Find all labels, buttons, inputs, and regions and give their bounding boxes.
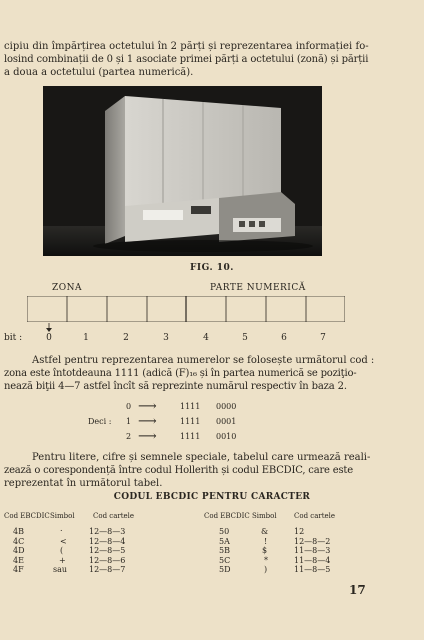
bit-number: 1 xyxy=(83,333,89,343)
bit-number: 6 xyxy=(281,333,287,343)
table-cell: sau xyxy=(53,565,68,574)
byte-diagram xyxy=(27,296,345,322)
table-cell: 5D xyxy=(219,565,231,574)
table-cell: $ xyxy=(262,546,268,555)
table-cell: & xyxy=(261,527,269,536)
right-arrow-icon: ⟶ xyxy=(138,399,157,414)
text-line: zona este întotdeauna 1111 (adică (F)₁₆ și în partea numerică se poziţio- xyxy=(4,368,357,379)
table-cell: 12—8—4 xyxy=(89,537,126,546)
bit-number: 3 xyxy=(163,333,169,343)
example-digit: 1 xyxy=(126,417,132,426)
example-label: Deci : xyxy=(88,417,112,426)
table-cell: 4D xyxy=(13,546,25,555)
numbers-paragraph xyxy=(4,354,374,393)
column-header: Cod EBCDIC xyxy=(4,512,50,520)
text-line: nează biţii 4—7 astfel încît să reprezinte numărul respectiv în baza 2. xyxy=(4,381,347,392)
table-cell: 50 xyxy=(219,527,230,536)
letters-paragraph xyxy=(4,451,370,490)
example-value: 0001 xyxy=(216,417,237,426)
table-cell: 5A xyxy=(219,537,230,546)
bit-number: 2 xyxy=(123,333,129,343)
table-cell: . xyxy=(60,524,63,533)
table-cell: 4B xyxy=(13,527,24,536)
bit-label: bit : xyxy=(4,333,23,343)
column-header: Cod cartele xyxy=(93,512,135,520)
example-value: 0000 xyxy=(216,402,237,411)
table-cell: 11—8—4 xyxy=(294,556,331,565)
figure-photo xyxy=(43,86,322,256)
text-line: a doua a octetului (partea numerică). xyxy=(4,67,194,78)
table-cell: ( xyxy=(60,546,64,555)
table-cell: ! xyxy=(264,537,268,546)
table-cell: 12—8—2 xyxy=(294,537,331,546)
zone-label: ZONA xyxy=(52,283,83,293)
table-cell: 12—8—3 xyxy=(89,527,126,536)
text-line: Pentru litere, cifre și semnele speciale, tabelul care urmează reali- xyxy=(32,452,371,463)
table-cell: 12—8—6 xyxy=(89,556,126,565)
bit-number: 4 xyxy=(203,333,209,343)
table-cell: 12—8—5 xyxy=(89,546,126,555)
example-zone: 1111 xyxy=(180,432,201,441)
bit-number: 7 xyxy=(320,333,326,343)
column-header: Cod cartele xyxy=(294,512,336,520)
table-cell: 5B xyxy=(219,546,230,555)
table-cell: 4F xyxy=(13,565,24,574)
numeric-part-label: PARTE NUMERICĂ xyxy=(210,283,306,293)
table-cell: ) xyxy=(264,565,268,574)
table-cell: + xyxy=(59,556,66,565)
text-line: losind combinații de 0 și 1 asociate primei părți a octetului (zonă) și părții xyxy=(4,54,369,65)
bit-number: 0 xyxy=(46,333,52,343)
column-header: Simbol xyxy=(252,512,277,520)
table-cell: 12 xyxy=(294,527,305,536)
column-header: Simbol xyxy=(50,512,75,520)
table-cell: 5C xyxy=(219,556,231,565)
table-cell: < xyxy=(60,537,67,546)
column-header: Cod EBCDIC xyxy=(204,512,250,520)
table-cell: 12—8—7 xyxy=(89,565,126,574)
right-arrow-icon: ⟶ xyxy=(138,414,157,429)
down-arrow-icon xyxy=(45,323,53,333)
text-line: reprezentat în următorul tabel. xyxy=(4,478,163,489)
table-cell: 4C xyxy=(13,537,25,546)
table-cell: * xyxy=(264,556,268,565)
table-cell: 11—8—3 xyxy=(294,546,331,555)
example-digit: 2 xyxy=(126,432,132,441)
right-arrow-icon: ⟶ xyxy=(138,429,157,444)
intro-paragraph xyxy=(4,40,369,79)
text-line: cipiu din împărțirea octetului în 2 părți și reprezentarea informației fo- xyxy=(4,41,369,52)
table-title: CODUL EBCDIC PENTRU CARACTER xyxy=(113,492,311,502)
example-value: 0010 xyxy=(216,432,237,441)
computer-cabinet-image xyxy=(43,86,322,256)
figure-caption: FIG. 10. xyxy=(190,263,234,273)
bit-number: 5 xyxy=(242,333,248,343)
page-number: 17 xyxy=(349,583,366,597)
example-zone: 1111 xyxy=(180,417,201,426)
example-zone: 1111 xyxy=(180,402,201,411)
text-line: zează o corespondență între codul Hollerith și codul EBCDIC, care este xyxy=(4,465,353,476)
table-cell: 11—8—5 xyxy=(294,565,331,574)
table-cell: 4E xyxy=(13,556,24,565)
example-digit: 0 xyxy=(126,402,132,411)
text-line: Astfel pentru reprezentarea numerelor se folosește următorul cod : xyxy=(32,355,375,366)
